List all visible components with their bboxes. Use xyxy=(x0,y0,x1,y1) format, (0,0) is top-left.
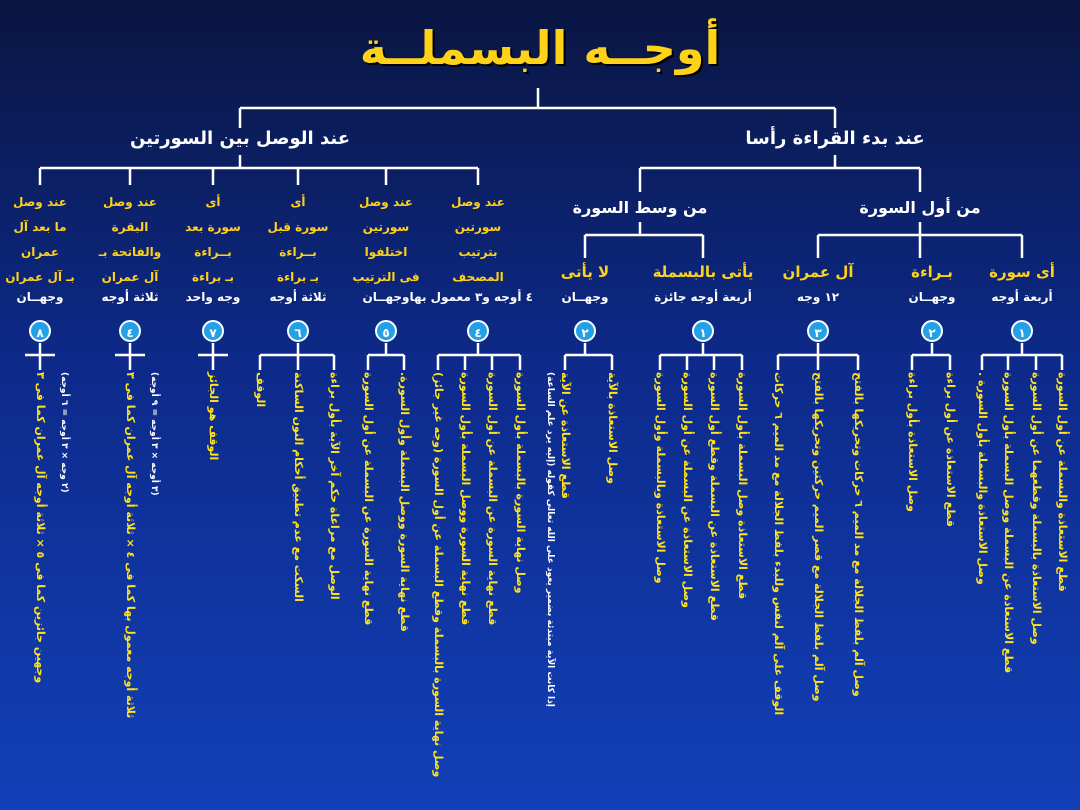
leaf-text: وصل الاستعاذة وبالبسملة وأول السورة xyxy=(654,372,667,584)
branch-start-reading: عند بدء القراءة رأسا xyxy=(745,128,925,149)
leaf-text: الوصل مع مراعاة حكم آخر الآية بأول براءة xyxy=(328,372,341,600)
case-2 xyxy=(877,260,987,284)
leaf-text: (٣ أوجه × ٣ أوجه = ٩ أوجه) xyxy=(149,372,159,496)
case-label-line: سورتين xyxy=(362,220,410,234)
leaf-item xyxy=(51,372,73,752)
leaf-item xyxy=(202,372,224,752)
case-count: أربعة أوجه جائزة xyxy=(654,290,752,304)
case-label-line: فى الترتيب xyxy=(352,270,420,284)
case-label-line: بـ آل عمران xyxy=(5,270,75,284)
case-number-badge: ٢ xyxy=(574,320,596,342)
leaf-item xyxy=(141,372,163,752)
leaf-item xyxy=(676,372,698,752)
case-number-badge: ٧ xyxy=(202,320,224,342)
leaf-item xyxy=(997,372,1019,752)
leaf-item xyxy=(971,372,993,752)
leaf-item xyxy=(427,372,449,778)
leaf-item xyxy=(731,372,753,752)
case-11 xyxy=(0,190,95,290)
leaf-item xyxy=(649,372,671,752)
case-label-line: عند وصل xyxy=(13,195,67,209)
leaf-text: قطع الاستعاذة عن الآية xyxy=(559,372,572,499)
leaf-text: إذا كانت الآية مبتدئة بضمير يعود على الله تعالى كقوله (إليه يرد علم الساعة) xyxy=(545,372,555,707)
leaf-text: ثلاثة أوجه معمول بها كما فى ٤ × ثلاثة أوجه آل عمران كما فى ٣ xyxy=(124,372,137,719)
case-number-badge: ٤ xyxy=(119,320,141,342)
case-count: أربعة أوجه xyxy=(991,290,1053,304)
diagram-title: أوجــه البسملــة xyxy=(359,21,721,75)
leaf-item xyxy=(767,372,789,752)
leaf-item xyxy=(537,372,559,752)
leaf-text: وصل نهاية السورة بالبسملة بأول السورة xyxy=(514,372,527,594)
leaf-text: قطع الاستعاذة والبسملة عن أول السورة xyxy=(1056,372,1069,592)
case-label-line: سورة بعد xyxy=(185,220,241,234)
case-number-badge: ٢ xyxy=(921,320,943,342)
leaf-text: وصل آلم بلفظ الجلالة مع قصر الميم حركتين وتحريكها بالفتح xyxy=(812,372,825,702)
leaf-text: قطع الاستعاذة عن البسملة ووصل البسملة بأول السورة xyxy=(1002,372,1015,674)
leaf-item xyxy=(601,372,623,752)
case-count: وجهــان xyxy=(16,290,64,304)
leaf-item xyxy=(249,372,271,752)
case-label-line: عمران xyxy=(20,245,60,259)
leaf-text: وصل الاستعاذة بالبسملة وقطعهما عن أول السورة xyxy=(1030,372,1043,645)
leaf-item xyxy=(847,372,869,752)
case-number-badge: ٥ xyxy=(375,320,397,342)
case-label-line: بـ براءة xyxy=(276,270,320,284)
leaf-item xyxy=(119,372,141,752)
leaf-item xyxy=(29,372,51,752)
case-label-line: عند وصل xyxy=(451,195,505,209)
leaf-text: وصل الاستعاذة عن البسملة عن أول السورة xyxy=(681,372,694,608)
case-number-badge: ١ xyxy=(1011,320,1033,342)
case-5 xyxy=(530,260,640,284)
leaf-text: قطع الاستعاذة عن أول براءة xyxy=(944,372,957,527)
case-label-line: بـراءة xyxy=(911,263,953,281)
leaf-text: قطع نهاية السورة ووصل البسملة بأول السورة xyxy=(459,372,472,626)
leaf-item xyxy=(454,372,476,752)
case-count: وجهــان xyxy=(362,290,410,304)
case-label-line: والفاتحة بـ xyxy=(98,245,162,259)
case-count: وجه واحد xyxy=(185,290,241,304)
case-number-badge: ٣ xyxy=(807,320,829,342)
case-number-badge: ٦ xyxy=(287,320,309,342)
case-number-badge: ٨ xyxy=(29,320,51,342)
case-label-line: يأتى بالبسملة xyxy=(652,263,754,281)
case-count: ثلاثة أوجه xyxy=(269,290,327,304)
leaf-text: قطع الاستعاذة عن البسملة وقطع أول السورة xyxy=(708,372,721,621)
case-label-line: بــراءة xyxy=(279,245,317,259)
leaf-text: قطع نهاية السورة عن البسملة عن أول السورة xyxy=(486,372,499,626)
leaf-text: وجهين جائزين كما فى ٥ × ثلاثة أوجه آل عمران كما فى ٣ xyxy=(34,372,47,684)
case-label-line: آل عمران xyxy=(101,270,159,284)
case-count: ٤ أوجه و٣ معمول بها xyxy=(409,290,533,304)
case-label-line: سورة قبل xyxy=(267,220,329,234)
leaf-text: وصل الاستعاذة والبسملة بأول السورة . xyxy=(976,372,989,585)
leaf-text: وصل الاستعاذة بالآية xyxy=(606,372,619,484)
branch-joining-suras: عند الوصل بين السورتين xyxy=(129,128,351,149)
case-number-badge: ١ xyxy=(692,320,714,342)
leaf-text: الوقف على آلم لنفس وللبدء بلفظ الجلالة مع مد الميم ٦ حركات xyxy=(772,372,785,716)
case-label-line: أى xyxy=(205,195,221,209)
case-label-line: عند وصل xyxy=(103,195,157,209)
case-count: ١٢ وجه xyxy=(796,290,840,304)
case-label-line: لا يأتى xyxy=(560,263,610,281)
case-label-line: آل عمران xyxy=(782,263,854,281)
leaf-text: قطع نهاية السورة ووصل البسملة وأول السورة. xyxy=(398,372,411,632)
case-label-line: بـ براءة xyxy=(191,270,235,284)
case-4 xyxy=(648,260,758,284)
case-label-line: اختلفوا xyxy=(364,245,408,259)
case-number-badge: ٤ xyxy=(467,320,489,342)
leaf-text: قطع نهاية السورة عن البسملة عن أول السورة xyxy=(362,372,375,626)
leaf-text: وصل الاستعاذة بأول براءة xyxy=(906,372,919,513)
case-count: وجهــان xyxy=(561,290,609,304)
leaf-item xyxy=(323,372,345,752)
leaf-item xyxy=(939,372,961,752)
case-label-line: بــراءة xyxy=(194,245,232,259)
leaf-item xyxy=(1051,372,1073,752)
case-count: وجهــان xyxy=(908,290,956,304)
case-label-line: بترتيب xyxy=(458,245,498,259)
leaf-text: وصل آلم بلفظ الجلالة مع مد الميم ٦ حركات وتحريكها بالفتح xyxy=(852,372,865,697)
leaf-item xyxy=(509,372,531,752)
case-label-line: عند وصل xyxy=(359,195,413,209)
case-label-line: البقرة xyxy=(111,220,149,234)
case-label-line: سورتين xyxy=(454,220,502,234)
case-label-line: أى سورة xyxy=(989,263,1055,281)
sub-first-of-sura: من أول السورة xyxy=(859,198,981,217)
case-label-line: المصحف xyxy=(452,270,504,284)
leaf-text: وصل نهاية السورة بالبسملة وقطع البسملة عن أول السورة (وجه غير جائز) xyxy=(432,372,445,778)
leaf-text: (٢ وجه × ٣ أوجه = ٦ أوجه) xyxy=(59,372,69,493)
leaf-text: الوقف xyxy=(254,372,267,408)
leaf-item xyxy=(481,372,503,752)
case-count: ثلاثة أوجه xyxy=(101,290,159,304)
leaf-text: السكت مع عدم تطبيق أحكام النون الساكنة xyxy=(292,372,305,602)
leaf-text: الوقف هو الجائز xyxy=(207,372,220,461)
sub-middle-of-sura: من وسط السورة xyxy=(572,198,708,217)
leaf-text: قطع الاستعاذة وصل البسملة بأول السورة xyxy=(736,372,749,600)
case-label-line: ما بعد آل xyxy=(13,220,67,234)
leaf-item xyxy=(901,372,923,752)
case-3 xyxy=(763,260,873,284)
leaf-item xyxy=(1025,372,1047,752)
leaf-item xyxy=(807,372,829,752)
leaf-item xyxy=(357,372,379,752)
leaf-item xyxy=(393,372,415,752)
case-label-line: أى xyxy=(290,195,306,209)
leaf-item xyxy=(703,372,725,752)
leaf-item xyxy=(287,372,309,752)
